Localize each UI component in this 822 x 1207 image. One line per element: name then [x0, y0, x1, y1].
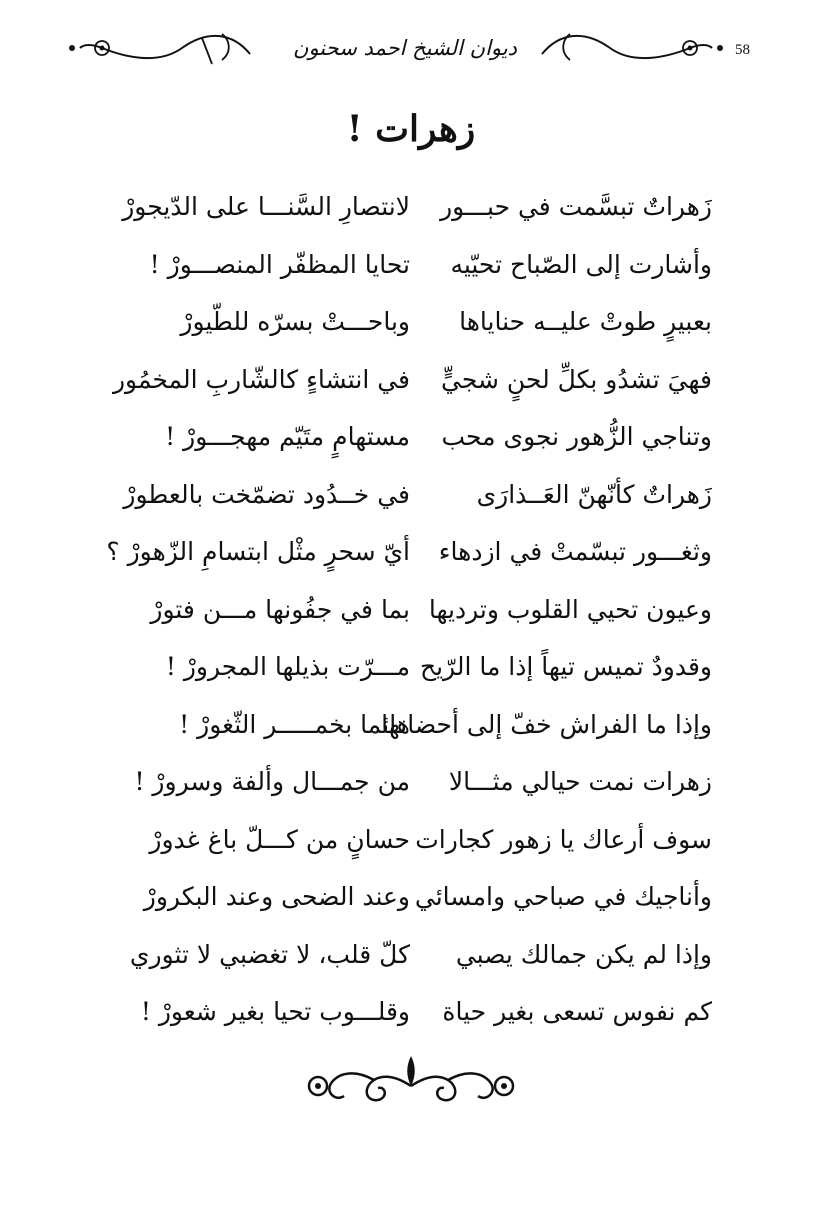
left-flourish-ornament [62, 26, 252, 76]
right-flourish-ornament [540, 26, 730, 76]
verse-first-hemistich: وثغـــور تبسّمتْ في ازدهاء [438, 537, 712, 566]
verse-first-hemistich: وأناجيك في صباحي وامسائي [414, 882, 712, 911]
verse [0, 188, 822, 246]
footer-ornament [296, 1050, 526, 1110]
verse-second-hemistich: مـــرّت بذيلها المجرورْ ! [165, 652, 410, 681]
verse-first-hemistich: زَهراتٌ كأنّهنّ العَــذارَى [476, 479, 712, 509]
verse-first-hemistich: وإذا لم يكن جمالك يصبي [455, 939, 712, 969]
verse [0, 361, 822, 419]
verse [0, 763, 822, 821]
poem-body [0, 188, 822, 1051]
verse-first-hemistich: زهرات نمت حيالي مثـــالا [448, 767, 712, 796]
verse [0, 648, 822, 706]
verse-second-hemistich: في خــدُود تضمّخت بالعطورْ [123, 479, 410, 509]
verse-second-hemistich: وباحـــتْ بسرّه للطّيورْ [180, 307, 410, 336]
verse [0, 821, 822, 879]
verse-second-hemistich: حسانٍ من كـــلّ باغ غدورْ [149, 824, 410, 854]
page-number: 58 [735, 42, 750, 58]
verse-first-hemistich: وإذا ما الفراش خفّ إلى أحضانها [381, 709, 712, 739]
verse-first-hemistich: بعبيرٍ طوتْ عليــه حناياها [459, 307, 712, 336]
verse-second-hemistich: في انتشاءٍ كالشّاربِ المخمُور [112, 364, 410, 394]
verse-second-hemistich: وقلـــوب تحيا بغير شعورْ ! [140, 997, 410, 1026]
verse-second-hemistich: مستهامٍ متَيّم مهجـــورْ ! [165, 422, 410, 451]
verse-second-hemistich: بما في جفُونها مـــن فتورْ [150, 594, 410, 624]
verse-second-hemistich: أيّ سحرٍ مثْل ابتسامِ الزّهورْ ؟ [106, 537, 410, 566]
verse [0, 533, 822, 591]
verse-first-hemistich: زَهراتٌ تبسَّمت في حبـــور [440, 192, 712, 221]
verse-first-hemistich: وأشارت إلى الصّباح تحيّيه [450, 249, 712, 279]
verse [0, 993, 822, 1051]
poem-title: زهرات ! [346, 108, 476, 150]
verse-second-hemistich: من جمـــال وألفة وسرورْ ! [134, 767, 410, 796]
verse [0, 936, 822, 994]
page-header [0, 22, 822, 82]
verse [0, 878, 822, 936]
verse-second-hemistich: هائما بخمـــــر الثّغورْ ! [179, 709, 410, 739]
running-title: ديوان الشيخ احمد سحنون [293, 36, 517, 60]
verse [0, 418, 822, 476]
verse [0, 303, 822, 361]
verse-first-hemistich: وعيون تحيي القلوب وترديها [428, 594, 712, 624]
verse-second-hemistich: لانتصارِ السَّنـــا على الدّيجورْ [122, 192, 410, 221]
verse [0, 476, 822, 534]
verse-second-hemistich: وعند الضحى وعند البكرورْ [143, 882, 410, 911]
verse-first-hemistich: وتناجي الزُّهور نجوى محب [441, 422, 712, 451]
verse [0, 706, 822, 764]
verse-second-hemistich: تحايا المظفّر المنصـــورْ ! [149, 249, 410, 279]
verse-first-hemistich: كم نفوس تسعى بغير حياة [442, 997, 712, 1026]
verse-first-hemistich: وقدودٌ تميس تيهاً إذا ما الرّيح [419, 652, 712, 681]
verse [0, 246, 822, 304]
verse [0, 591, 822, 649]
verse-second-hemistich: كلّ قلب، لا تغضبي لا تثوري [129, 939, 410, 969]
verse-first-hemistich: سوف أرعاك يا زهور كجارات [415, 824, 712, 854]
verse-first-hemistich: فهيَ تشدُو بكلِّ لحنٍ شجيٍّ [441, 364, 712, 394]
